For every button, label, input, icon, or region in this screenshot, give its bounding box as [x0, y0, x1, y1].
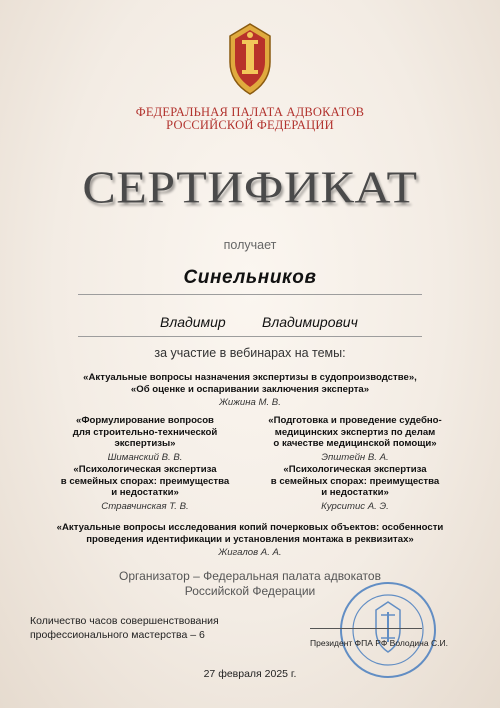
topic-2	[40, 415, 250, 463]
organization-name	[0, 106, 500, 132]
topic-3	[250, 415, 460, 463]
receives-text: получает	[223, 238, 277, 252]
topic-1-lector: Жижина М. В.	[219, 397, 281, 408]
official-stamp	[338, 580, 438, 680]
recipient-surname: Синельников	[183, 267, 317, 288]
patronymic-underline	[78, 336, 422, 337]
surname-underline	[78, 294, 422, 295]
recipient-first-name: Владимир	[160, 314, 226, 330]
topic-4	[40, 464, 250, 512]
topic-3-line3: о качестве медицинской помощи»	[273, 438, 437, 449]
topic-5	[250, 464, 460, 512]
topic-3-lector: Эпштейн В. А.	[321, 451, 389, 463]
organizer-line1: Организатор – Федеральная палата адвокатов	[119, 569, 381, 583]
hours-info	[30, 614, 219, 642]
topic-1	[0, 372, 500, 408]
topic-5-lector: Курситис А. Э.	[321, 500, 389, 512]
topic-5-line3: и недостатки»	[321, 487, 389, 498]
topic-5-line2: в семейных спорах: преимущества	[270, 475, 440, 487]
topic-2-lector: Шиманский В. В.	[107, 451, 183, 463]
topic-6-lector: Жигалов А. А.	[218, 547, 282, 558]
topic-2-line1: «Формулирование вопросов	[76, 415, 214, 426]
organization-line2: РОССИЙСКОЙ ФЕДЕРАЦИИ	[166, 118, 334, 132]
participation-text: за участие в вебинарах на темы:	[154, 346, 346, 360]
topic-5-line1: «Психологическая экспертиза	[283, 464, 427, 475]
recipient-patronymic: Владимирович	[262, 314, 358, 330]
topic-3-line1: «Подготовка и проведение судебно-	[268, 415, 442, 426]
topic-4-line3: и недостатки»	[111, 487, 179, 498]
topic-4-lector: Стравчинская Т. В.	[101, 500, 189, 512]
fpa-emblem-logo	[220, 22, 280, 98]
issue-date: 27 февраля 2025 г.	[203, 668, 297, 680]
topic-4-line2: в семейных спорах: преимущества	[60, 475, 230, 487]
topic-6-line2: проведения идентификации и установления монтажа в реквизитах»	[86, 533, 414, 545]
topic-2-line2: для строительно-технической	[72, 426, 218, 438]
topic-6-line1: «Актуальные вопросы исследования копий почерковых объектов: особенности	[56, 522, 444, 533]
topic-2-line3: экспертизы»	[114, 438, 176, 449]
hours-line1: Количество часов совершенствования	[30, 615, 219, 627]
signature-line	[310, 628, 422, 629]
organization-line1: ФЕДЕРАЛЬНАЯ ПАЛАТА АДВОКАТОВ	[135, 105, 365, 119]
organizer-line2: Российской Федерации	[184, 584, 316, 598]
topic-6	[0, 522, 500, 558]
topic-4-line1: «Психологическая экспертиза	[73, 464, 217, 475]
hours-line2: профессионального мастерства – 6	[30, 629, 205, 641]
certificate-title: СЕРТИФИКАТ	[82, 161, 418, 213]
president-signature: Президент ФПА РФ Володина С.И.	[310, 638, 448, 648]
topic-1-line2: «Об оценке и оспаривании заключения эксперта»	[130, 383, 370, 395]
topic-1-line1: «Актуальные вопросы назначения экспертизы в судопроизводстве»,	[83, 372, 417, 383]
topic-3-line2: медицинских экспертиз по делам	[274, 426, 436, 438]
